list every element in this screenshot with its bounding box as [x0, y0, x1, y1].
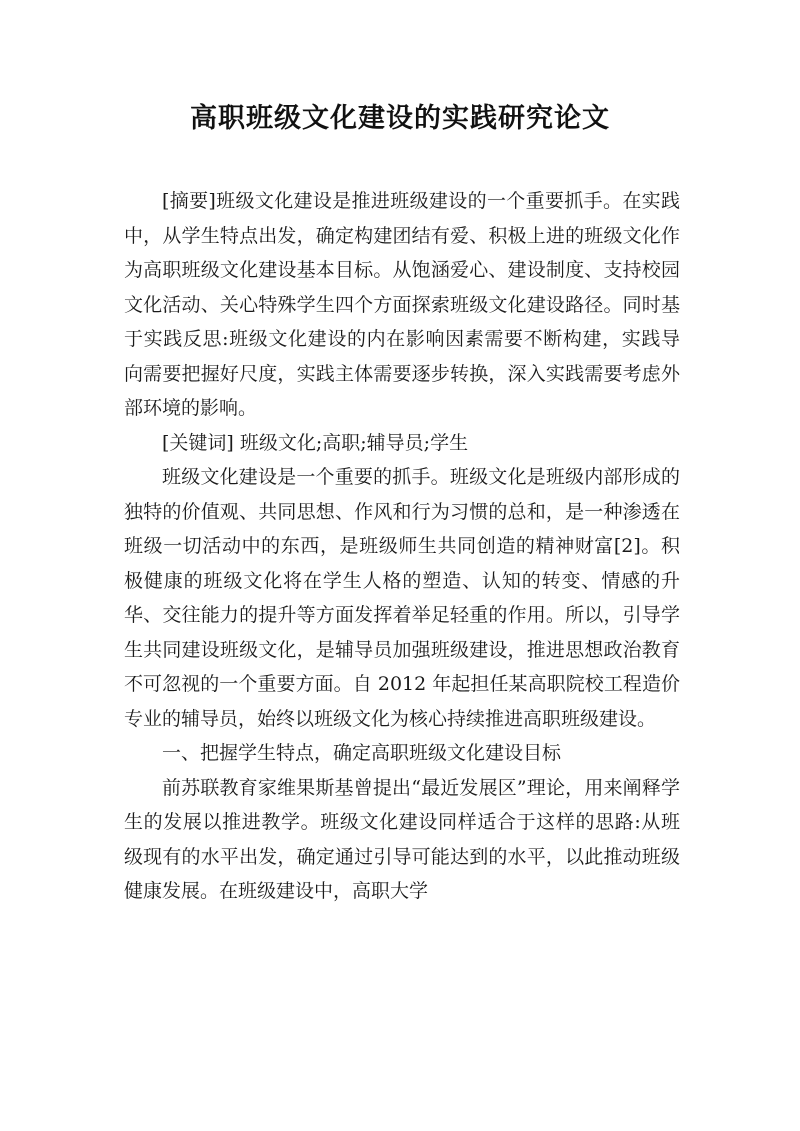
abstract-paragraph: [摘要]班级文化建设是推进班级建设的一个重要抓手。在实践中，从学生特点出发，确定构建团结有爱、积极上进的班级文化作为高职班级文化建设基本目标。从饱涵爱心、建设制度、支持校园文化活动、关心特殊学生四个方面探索班级文化建设路径。同时基于实践反思:班级文化建设的内在影响因素需要不断构建，实践导向需要把握好尺度，实践主体需要逐步转换，深入实践需要考虑外部环境的影响。: [124, 190, 680, 419]
document-body: [124, 184, 680, 909]
body-paragraph: 前苏联教育家维果斯基曾提出“最近发展区”理论，用来阐释学生的发展以推进教学。班级文化建设同样适合于这样的思路:从班级现有的水平出发，确定通过引导可能达到的水平，以此推动班级健康发展。在班级建设中，高职大学: [124, 776, 680, 902]
document-title: 高职班级文化建设的实践研究论文: [190, 103, 610, 134]
section-heading: 一、把握学生特点，确定高职班级文化建设目标: [162, 742, 562, 764]
body-paragraph: 班级文化建设是一个重要的抓手。班级文化是班级内部形成的独特的价值观、共同思想、作风和行为习惯的总和，是一种渗透在班级一切活动中的东西，是班级师生共同创造的精神财富[2]。积极健康的班级文化将在学生人格的塑造、认知的转变、情感的升华、交往能力的提升等方面发挥着举足轻重的作用。所以，引导学生共同建设班级文化，是辅导员加强班级建设，推进思想政治教育不可忽视的一个重要方面。自 2012 年起担任某高职院校工程造价专业的辅导员，始终以班级文化为核心持续推进高职班级建设。: [124, 466, 680, 730]
keywords-paragraph: [关键词] 班级文化;高职;辅导员;学生: [162, 431, 469, 454]
